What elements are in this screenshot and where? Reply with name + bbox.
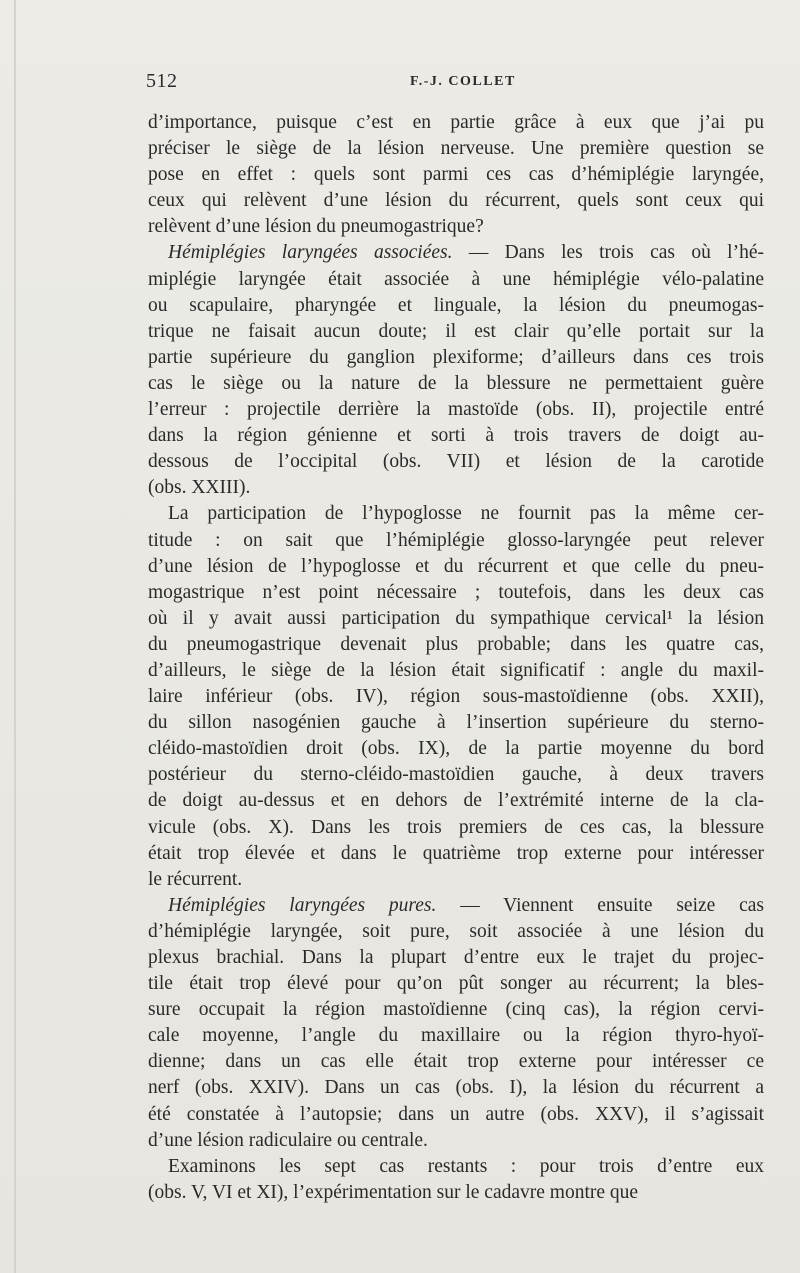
text-line: [148, 867, 764, 893]
line-text: où il y avait aussi participation du sympathique cervical¹ la lésion: [148, 607, 764, 629]
page-gutter-edge: [14, 0, 16, 1273]
text-line: [148, 110, 764, 136]
line-text: — Viennent ensuite seize cas: [436, 894, 765, 916]
text-line: [148, 423, 764, 449]
text-line: [148, 345, 764, 371]
text-line: [148, 762, 764, 788]
line-text: du pneumogastrique devenait plus probable; dans les quatre cas,: [148, 633, 764, 655]
text-line: [148, 319, 764, 345]
line-text: Examinons les sept cas restants : pour trois d’entre eux: [168, 1155, 764, 1177]
page-header: [146, 70, 766, 98]
text-line: [148, 919, 764, 945]
text-line: [148, 632, 764, 658]
line-text: dessous de l’occipital (obs. VII) et lésion de la carotide: [148, 451, 764, 473]
line-text: trique ne faisait aucun doute; il est clair qu’elle portait sur la: [148, 320, 764, 342]
line-text: dienne; dans un cas elle était trop externe pour intéresser ce: [148, 1051, 764, 1073]
text-line: [148, 788, 764, 814]
text-line: [148, 841, 764, 867]
line-text: d’hémiplégie laryngée, soit pure, soit associée à une lésion du: [148, 920, 764, 942]
text-line: [148, 475, 764, 501]
text-line: [148, 684, 764, 710]
line-text: (obs. V, VI et XI), l’expérimentation sur le cadavre montre que: [148, 1181, 639, 1203]
line-text: été constatée à l’autopsie; dans un autre (obs. XXV), il s’agissait: [148, 1103, 764, 1125]
text-line: [148, 710, 764, 736]
text-line: [148, 528, 764, 554]
line-text: titude : on sait que l’hémiplégie glosso-laryngée peut relever: [148, 529, 764, 551]
line-text: était trop élevée et dans le quatrième trop externe pour intéresser: [148, 842, 764, 864]
running-head-author: F.-J. COLLET: [410, 74, 516, 89]
section-heading-italic: Hémiplégies laryngées associées.: [168, 242, 453, 264]
line-text: partie supérieure du ganglion plexiforme; d’ailleurs dans ces trois: [148, 346, 764, 368]
text-line: [148, 1180, 764, 1206]
line-text: miplégie laryngée était associée à une hémiplégie vélo-palatine: [148, 268, 764, 290]
line-text: d’importance, puisque c’est en partie grâce à eux que j’ai pu: [148, 112, 764, 133]
text-line: [148, 554, 764, 580]
text-line: [148, 736, 764, 762]
page-number: 512: [146, 70, 178, 92]
text-line: [148, 1049, 764, 1075]
line-text: ou scapulaire, pharyngée et linguale, la lésion du pneumogas-: [148, 294, 764, 316]
line-text: tile était trop élevé pour qu’on pût songer au récurrent; la bles-: [148, 973, 764, 995]
line-text: d’une lésion de l’hypoglosse et du récurrent et que celle du pneu-: [148, 555, 764, 577]
line-text: de doigt au-dessus et en dehors de l’extrémité interne de la cla-: [148, 790, 764, 812]
text-line: [148, 293, 764, 319]
line-text: l’erreur : projectile derrière la mastoïde (obs. II), projectile entré: [148, 399, 764, 421]
text-line: [148, 1154, 764, 1180]
text-line: [148, 449, 764, 475]
section-heading-italic: Hémiplégies laryngées pures.: [168, 894, 437, 916]
line-text: ceux qui relèvent d’une lésion du récurrent, quels sont ceux qui: [148, 190, 764, 212]
line-text: du sillon nasogénien gauche à l’insertion supérieure du sterno-: [148, 712, 764, 734]
line-text: dans la région génienne et sorti à trois travers de doigt au-: [148, 425, 764, 447]
line-text: postérieur du sterno-cléido-mastoïdien gauche, à deux travers: [148, 764, 764, 786]
line-text: mogastrique n’est point nécessaire ; toutefois, dans les deux cas: [148, 581, 764, 603]
text-line: [148, 606, 764, 632]
line-text: le récurrent.: [148, 868, 243, 890]
text-line: [148, 971, 764, 997]
text-line: [148, 371, 764, 397]
text-line: [148, 214, 764, 240]
text-line: [148, 1128, 764, 1154]
line-text: pose en effet : quels sont parmi ces cas d’hémiplégie laryngée,: [148, 164, 764, 186]
text-line: [148, 1023, 764, 1049]
line-text: d’ailleurs, le siège de la lésion était significatif : angle du maxil-: [148, 659, 764, 681]
text-line: [148, 188, 764, 214]
text-line: [148, 1075, 764, 1101]
line-text: — Dans les trois cas où l’hé-: [452, 242, 764, 264]
text-line: [148, 267, 764, 293]
text-line: [148, 893, 764, 919]
text-line: [148, 658, 764, 684]
line-text: d’une lésion radiculaire ou centrale.: [148, 1129, 428, 1151]
text-line: [148, 397, 764, 423]
line-text: cas le siège ou la nature de la blessure ne permettaient guère: [148, 372, 764, 394]
text-line: [148, 240, 764, 266]
body-text: [148, 110, 764, 1206]
text-line: [148, 162, 764, 188]
line-text: cale moyenne, l’angle du maxillaire ou la région thyro-hyoï-: [148, 1025, 764, 1047]
line-text: vicule (obs. X). Dans les trois premiers de ces cas, la blessure: [148, 816, 764, 838]
line-text: nerf (obs. XXIV). Dans un cas (obs. I), la lésion du récurrent a: [148, 1077, 764, 1099]
text-line: [148, 815, 764, 841]
line-text: plexus brachial. Dans la plupart d’entre eux le trajet du projec-: [148, 947, 764, 968]
line-text: sure occupait la région mastoïdienne (cinq cas), la région cervi-: [148, 999, 764, 1021]
line-text: (obs. XXIII).: [148, 477, 251, 499]
text-line: [148, 136, 764, 162]
text-line: [148, 997, 764, 1023]
text-line: [148, 580, 764, 606]
text-line: [148, 1102, 764, 1128]
line-text: relèvent d’une lésion du pneumogastrique?: [148, 216, 484, 238]
line-text: laire inférieur (obs. IV), région sous-mastoïdienne (obs. XXII),: [148, 686, 764, 708]
line-text: cléido-mastoïdien droit (obs. IX), de la partie moyenne du bord: [148, 738, 764, 760]
line-text: La participation de l’hypoglosse ne fournit pas la même cer-: [168, 503, 764, 525]
line-text: préciser le siège de la lésion nerveuse. Une première question se: [148, 138, 764, 160]
text-line: [148, 501, 764, 527]
text-line: [148, 945, 764, 971]
